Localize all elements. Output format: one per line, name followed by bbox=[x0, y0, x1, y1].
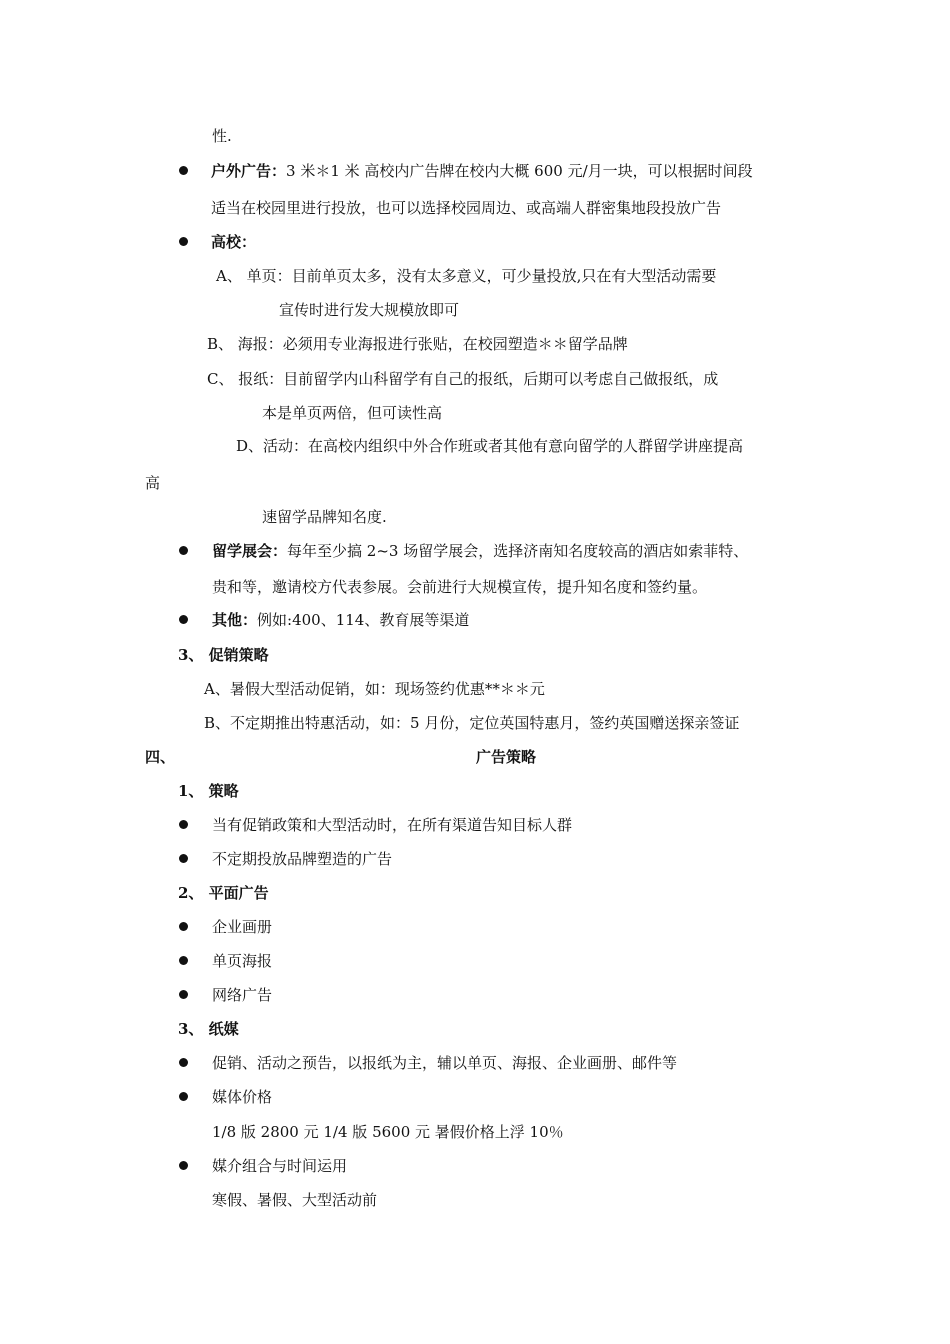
media-timing-text: 寒假、暑假、大型活动前 bbox=[212, 1191, 378, 1209]
list-item: 当有促销政策和大型活动时，在所有渠道告知目标人群 bbox=[212, 816, 573, 834]
other-text: 例如:400、114、教育展等渠道 bbox=[257, 611, 470, 629]
strategy-heading: 1、 策略 bbox=[178, 782, 239, 800]
section-number: 四、 bbox=[145, 748, 176, 766]
print-media-heading: 3、 纸媒 bbox=[178, 1020, 239, 1038]
bullet-icon bbox=[179, 546, 188, 555]
item-a-cont: 宣传时进行发大规模放即可 bbox=[279, 301, 460, 319]
other-label: 其他： bbox=[212, 611, 258, 629]
item-d-line: D、活动：在高校内组织中外合作班或者其他有意向留学的人群留学讲座提高 bbox=[236, 437, 744, 455]
item-c-cont: 本是单页两倍，但可读性高 bbox=[262, 404, 443, 422]
bullet-icon bbox=[179, 615, 188, 624]
outdoor-ad-line bbox=[211, 161, 753, 181]
expo-label: 留学展会： bbox=[212, 542, 288, 560]
bullet-icon bbox=[179, 854, 188, 863]
bullet-icon bbox=[179, 1161, 188, 1170]
promo-item-a: A、暑假大型活动促销，如：现场签约优惠**＊＊元 bbox=[204, 680, 545, 698]
expo-text: 每年至少搞 2~3 场留学展会，选择济南知名度较高的酒店如索菲特、 bbox=[287, 542, 749, 560]
outdoor-ad-label: 户外广告： bbox=[211, 162, 287, 180]
list-item: 企业画册 bbox=[212, 918, 273, 936]
bullet-icon bbox=[179, 922, 188, 931]
text-line: 性. bbox=[212, 127, 232, 145]
item-d-overflow: 高 bbox=[145, 474, 161, 492]
bullet-icon bbox=[179, 166, 188, 175]
item-a-line: A、 单页：目前单页太多，没有太多意义，可少量投放,只在有大型活动需要 bbox=[216, 267, 717, 285]
expo-text-cont: 贵和等，邀请校方代表参展。会前进行大规模宣传，提升知名度和签约量。 bbox=[212, 578, 708, 596]
outdoor-ad-text: 3 米＊1 米 高校内广告牌在校内大概 600 元/月一块，可以根据时间段 bbox=[286, 162, 753, 180]
media-price-text: 1/8 版 2800 元 1/4 版 5600 元 暑假价格上浮 10％ bbox=[212, 1123, 564, 1141]
item-b-line: B、 海报：必须用专业海报进行张贴，在校园塑造＊＊留学品牌 bbox=[207, 335, 628, 353]
list-item: 不定期投放品牌塑造的广告 bbox=[212, 850, 393, 868]
list-item: 促销、活动之预告，以报纸为主，辅以单页、海报、企业画册、邮件等 bbox=[212, 1054, 678, 1072]
other-line bbox=[212, 610, 469, 630]
list-item: 单页海报 bbox=[212, 952, 273, 970]
bullet-icon bbox=[179, 237, 188, 246]
list-item: 媒体价格 bbox=[212, 1088, 273, 1106]
bullet-icon bbox=[179, 990, 188, 999]
promo-item-b: B、不定期推出特惠活动，如：5 月份，定位英国特惠月，签约英国赠送探亲签证 bbox=[204, 714, 740, 732]
bullet-icon bbox=[179, 1058, 188, 1067]
list-item: 媒介组合与时间运用 bbox=[212, 1157, 348, 1175]
bullet-icon bbox=[179, 1092, 188, 1101]
expo-line bbox=[212, 541, 748, 561]
print-ad-heading: 2、 平面广告 bbox=[178, 884, 269, 902]
section-title: 广告策略 bbox=[476, 748, 537, 766]
promo-heading: 3、 促销策略 bbox=[178, 646, 269, 664]
item-d-cont: 速留学品牌知名度. bbox=[262, 508, 387, 526]
item-c-line: C、 报纸：目前留学内山科留学有自己的报纸，后期可以考虑自己做报纸，成 bbox=[207, 370, 719, 388]
list-item: 网络广告 bbox=[212, 986, 273, 1004]
bullet-icon bbox=[179, 956, 188, 965]
outdoor-ad-text-cont: 适当在校园里进行投放，也可以选择校园周边、或高端人群密集地段投放广告 bbox=[211, 199, 722, 217]
bullet-icon bbox=[179, 820, 188, 829]
campus-label: 高校： bbox=[211, 233, 257, 251]
